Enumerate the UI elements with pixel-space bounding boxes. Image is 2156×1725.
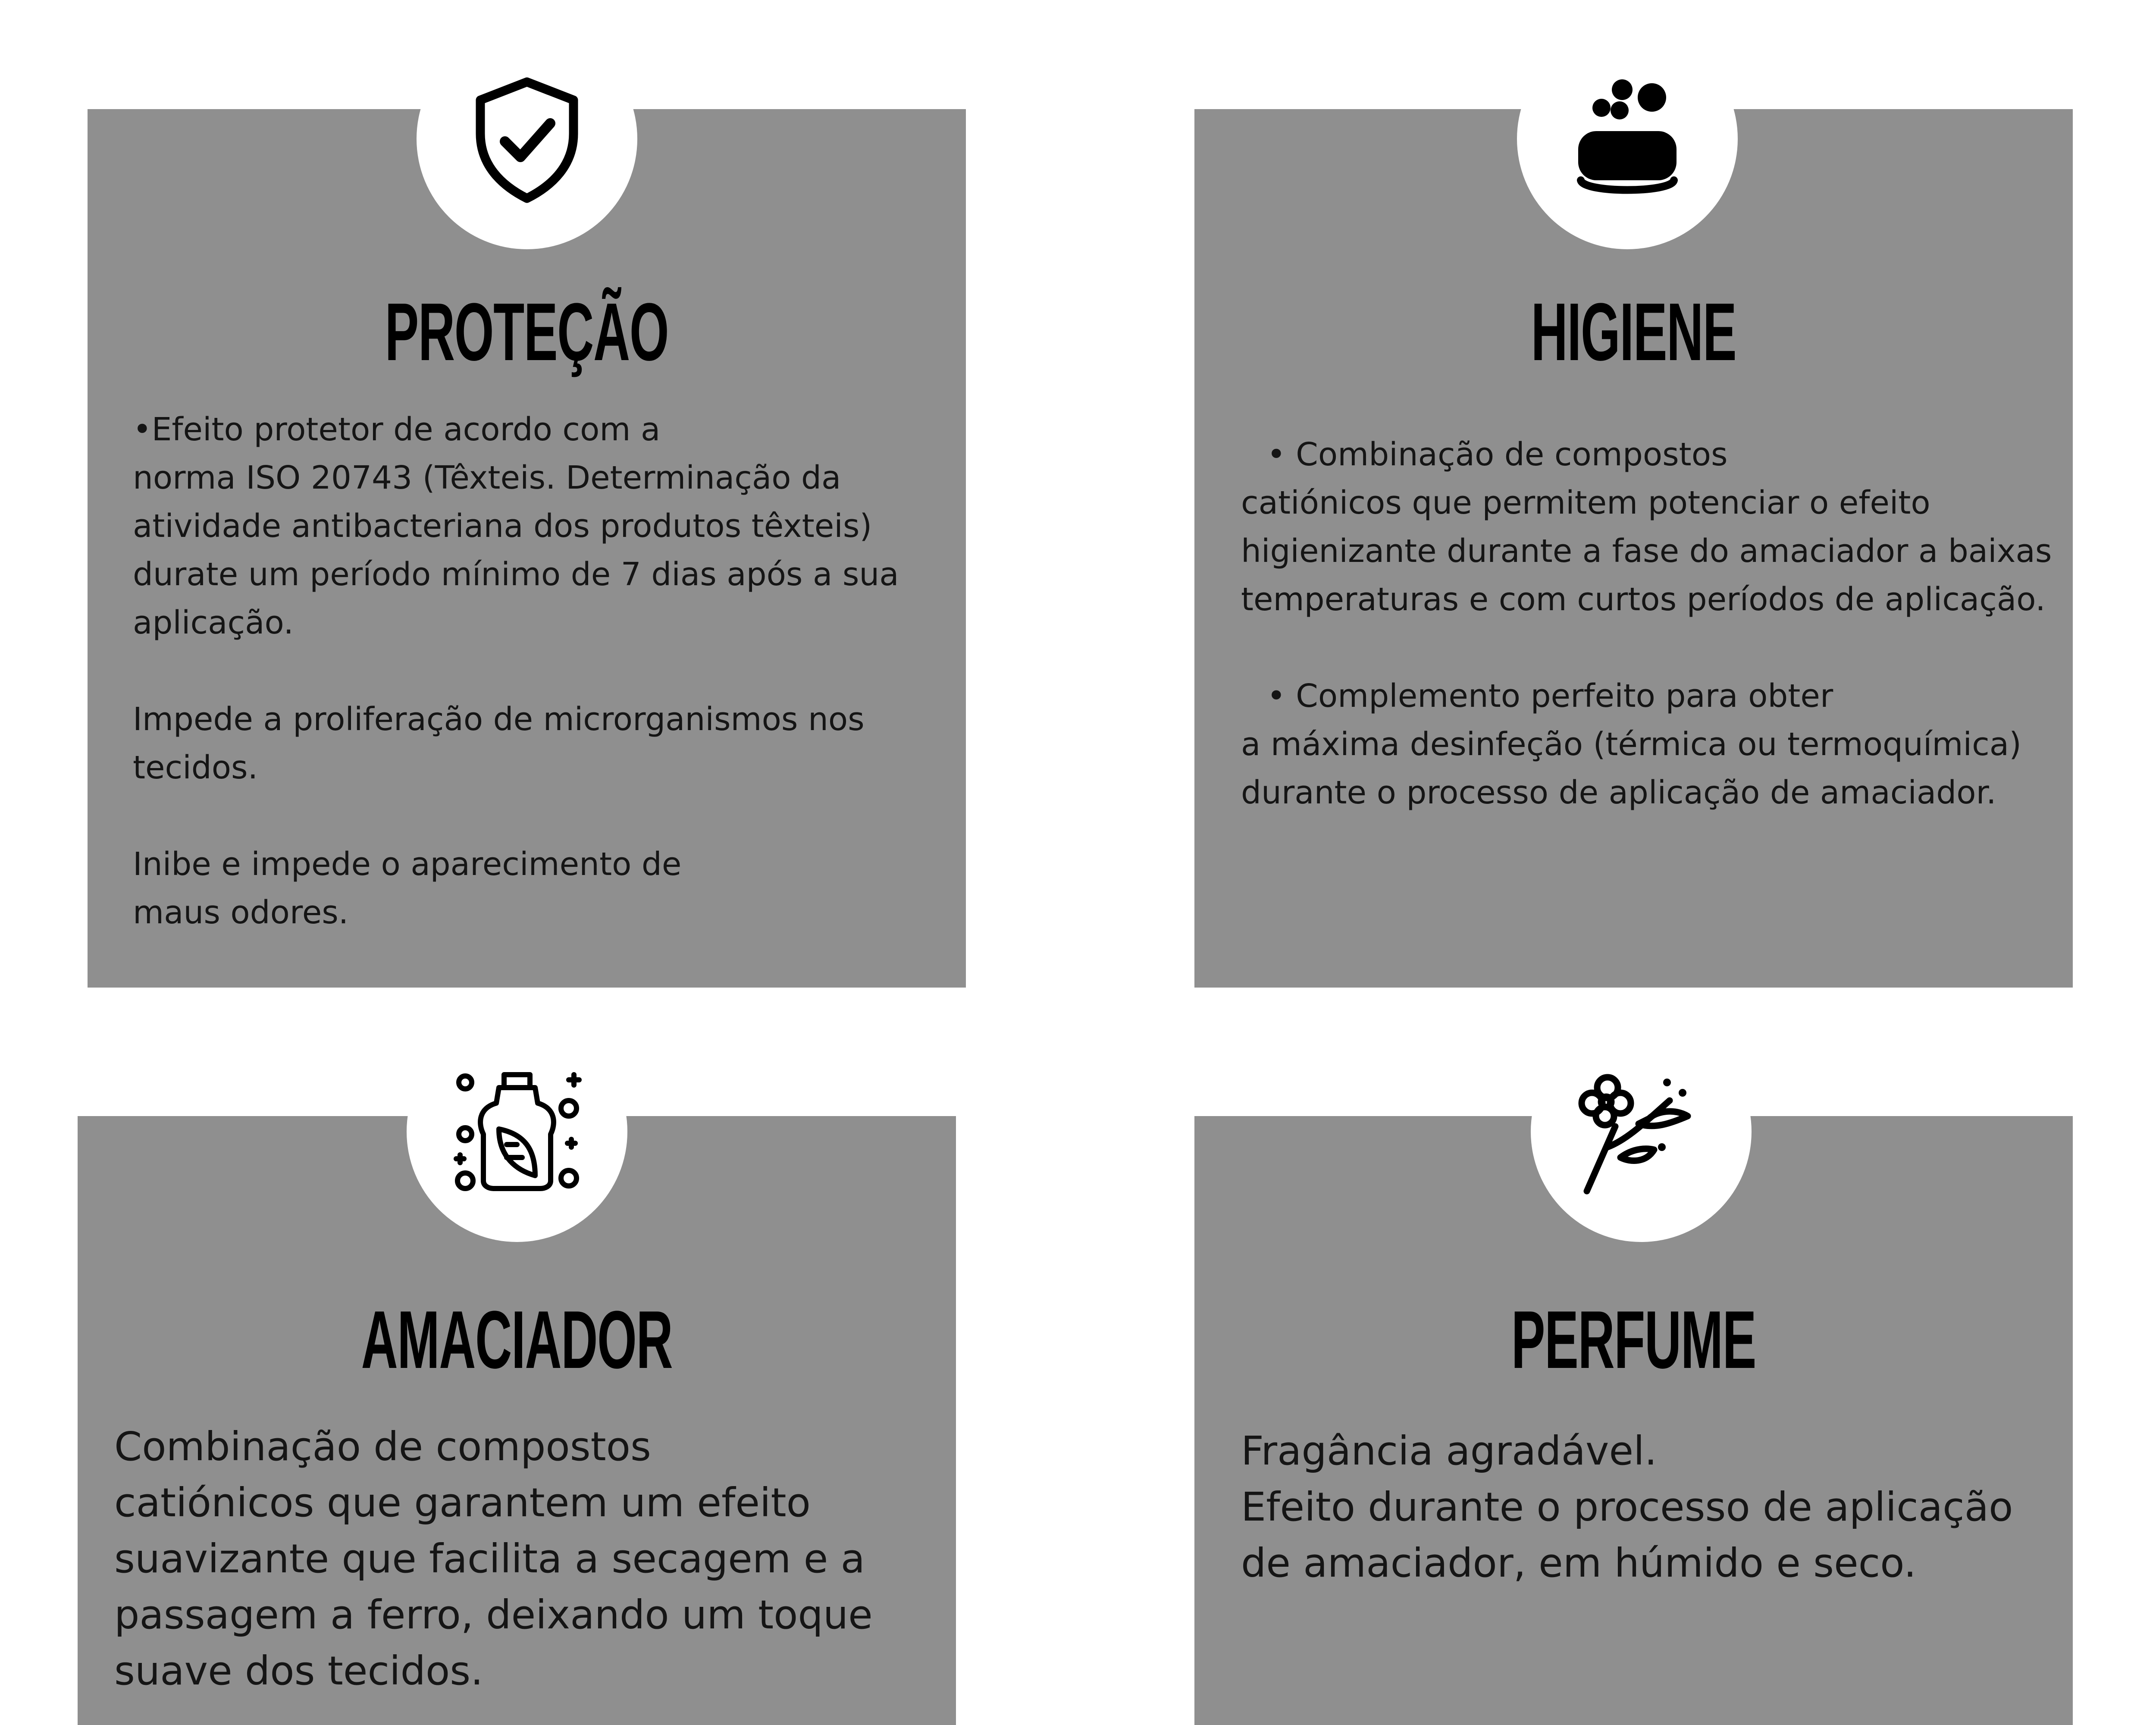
perfume-rest: Efeito durante o processo de aplicação de amaciador, em húmido e seco.	[1241, 1484, 2013, 1586]
protecao-line1: •Efeito protetor de acordo com a	[133, 411, 661, 448]
protecao-p3-line1: Inibe e impede o aparecimento de	[133, 846, 682, 883]
amaciador-rest: catiónicos que garantem um efeito suavizante que facilita a secagem e a passagem a ferro, deixando um toque suave dos tecidos.	[114, 1480, 873, 1694]
title-perfume: PERFUME	[1511, 1294, 1756, 1386]
protecao-p3-line2: maus odores.	[133, 894, 349, 931]
higiene-b2-line1: • Complemento perfeito para obter	[1267, 677, 1833, 715]
body-amaciador	[114, 1419, 934, 1699]
protecao-p1: norma ISO 20743 (Têxteis. Determinação da atividade antibacteriana dos produtos têxteis) durate um período mínimo de 7 dias após a sua aplicação.	[133, 459, 899, 641]
title-amaciador: AMACIADOR	[361, 1294, 673, 1386]
perfume-line1: Fragância agradável.	[1241, 1428, 1657, 1474]
amaciador-line1: Combinação de compostos	[114, 1424, 651, 1470]
badge-protecao	[417, 28, 637, 249]
higiene-b1-line1: • Combinação de compostos	[1267, 436, 1728, 473]
body-protecao	[133, 405, 952, 937]
badge-higiene	[1517, 28, 1738, 249]
body-perfume	[1241, 1423, 2043, 1591]
badge-amaciador	[407, 1021, 627, 1242]
higiene-b2: a máxima desinfeção (térmica ou termoquímica) durante o processo de aplicação de amaciador.	[1241, 726, 2021, 811]
higiene-b1: catiónicos que permitem potenciar o efeito higienizante durante a fase do amaciador a baixas temperaturas e com curtos períodos de aplicação.	[1241, 484, 2052, 618]
title-higiene: HIGIENE	[1531, 286, 1736, 378]
shield-check-icon	[462, 74, 592, 204]
protecao-p2: Impede a proliferação de microrganismos nos tecidos.	[133, 701, 865, 786]
title-protecao: PROTEÇÃO	[385, 286, 669, 378]
badge-perfume	[1531, 1021, 1752, 1242]
softener-bottle-icon	[452, 1067, 582, 1196]
soap-bubbles-icon	[1563, 74, 1692, 204]
flower-branch-icon	[1576, 1067, 1706, 1196]
body-higiene	[1241, 430, 2060, 817]
